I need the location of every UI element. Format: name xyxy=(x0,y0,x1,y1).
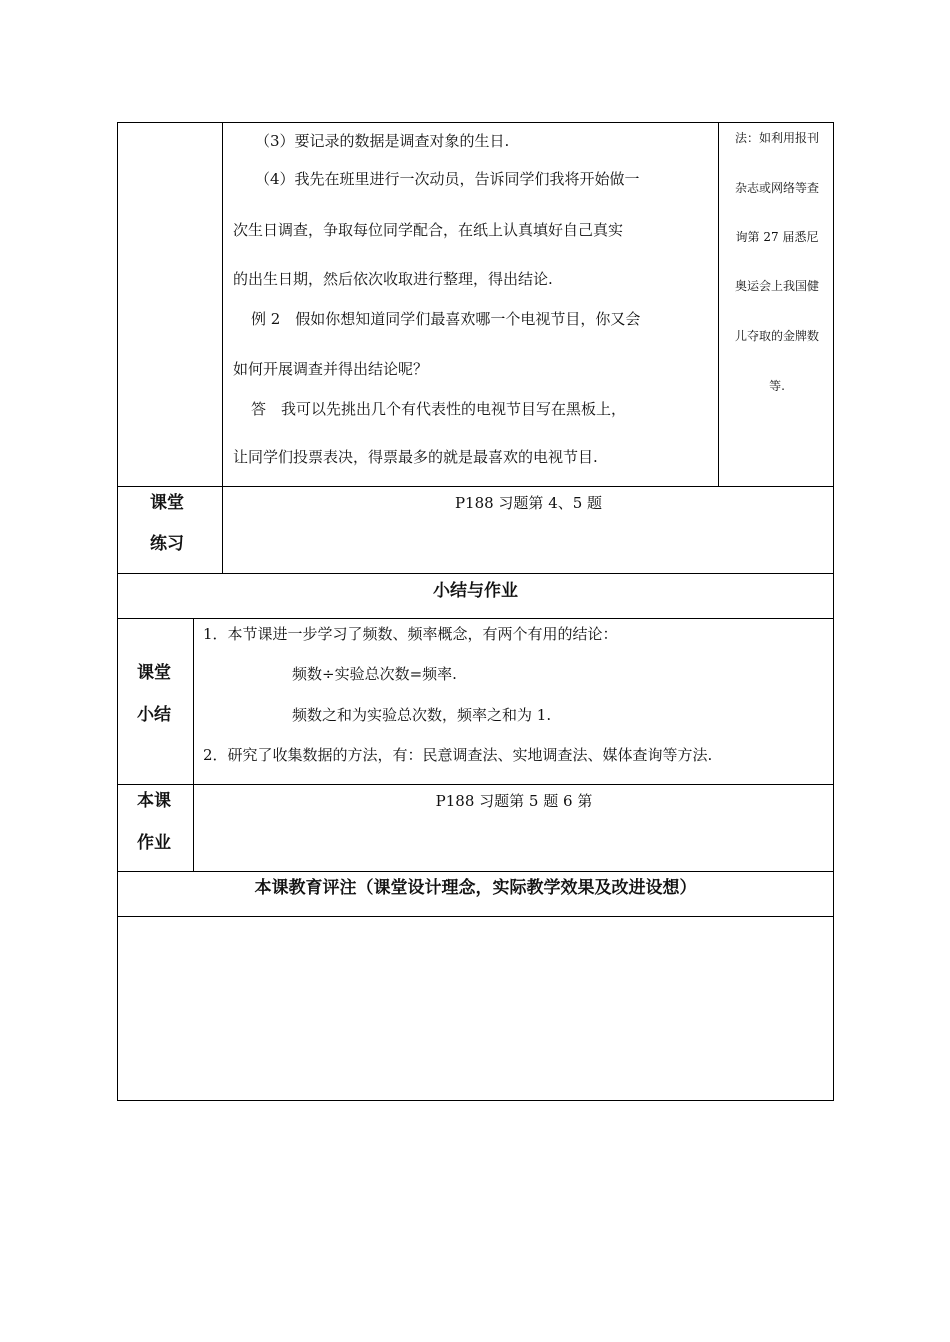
homework-content: P188 习题第 5 题 6 第 xyxy=(435,792,593,810)
practice-row xyxy=(117,486,834,574)
evaluation-header-row xyxy=(117,871,834,917)
side-note-line: 儿夺取的金牌数 xyxy=(734,329,819,343)
side-note-line: 杂志或网络等查 xyxy=(734,181,819,195)
text-line: 的出生日期，然后依次收取进行整理，得出结论. xyxy=(233,270,553,288)
side-note-line: 等. xyxy=(769,379,785,393)
summary-line: 1．本节课进一步学习了频数、频率概念，有两个有用的结论： xyxy=(203,625,618,643)
homework-label: 本课 xyxy=(137,791,171,811)
top-main-cell xyxy=(223,123,719,486)
summary-line: 2．研究了收集数据的方法，有：民意调查法、实地调查法、媒体查询等方法. xyxy=(203,746,713,764)
side-note-line: 法：如利用报刊 xyxy=(734,131,819,145)
text-line: （4）我先在班里进行一次动员，告诉同学们我将开始做一 xyxy=(255,170,640,188)
evaluation-header: 本课教育评注（课堂设计理念，实际教学效果及改进设想） xyxy=(254,878,697,898)
top-left-cell xyxy=(117,122,223,487)
homework-label-cell xyxy=(118,785,194,871)
homework-row xyxy=(117,784,834,872)
summary-header-row xyxy=(117,573,834,619)
text-line: 次生日调查，争取每位同学配合，在纸上认真填好自己真实 xyxy=(233,221,624,239)
top-side-cell xyxy=(718,123,835,486)
side-note-line: 奥运会上我国健 xyxy=(734,279,819,293)
text-line: （3）要记录的数据是调查对象的生日. xyxy=(255,132,510,150)
practice-label: 课堂 xyxy=(150,493,184,513)
homework-label: 作业 xyxy=(137,833,171,853)
text-line: 让同学们投票表决，得票最多的就是最喜欢的电视节目. xyxy=(233,448,598,466)
side-note-line: 询第 27 届悉尼 xyxy=(735,230,819,244)
text-line: 答 我可以先挑出几个有代表性的电视节目写在黑板上， xyxy=(251,400,627,418)
summary-header: 小结与作业 xyxy=(433,581,518,601)
practice-label-cell xyxy=(118,487,223,573)
summary-line: 频数÷实验总次数=频率. xyxy=(292,665,457,683)
practice-content: P188 习题第 4、5 题 xyxy=(454,494,603,512)
text-line: 例 2 假如你想知道同学们最喜欢哪一个电视节目，你又会 xyxy=(251,310,641,328)
practice-label: 练习 xyxy=(150,534,184,554)
summary-label: 小结 xyxy=(137,705,171,725)
summary-line: 频数之和为实验总次数，频率之和为 1. xyxy=(292,706,552,724)
text-line: 如何开展调查并得出结论呢？ xyxy=(233,360,429,378)
summary-label: 课堂 xyxy=(137,663,171,683)
summary-label-cell xyxy=(118,619,194,784)
top-row xyxy=(117,122,834,487)
summary-row xyxy=(117,618,834,785)
evaluation-body xyxy=(117,916,834,1101)
